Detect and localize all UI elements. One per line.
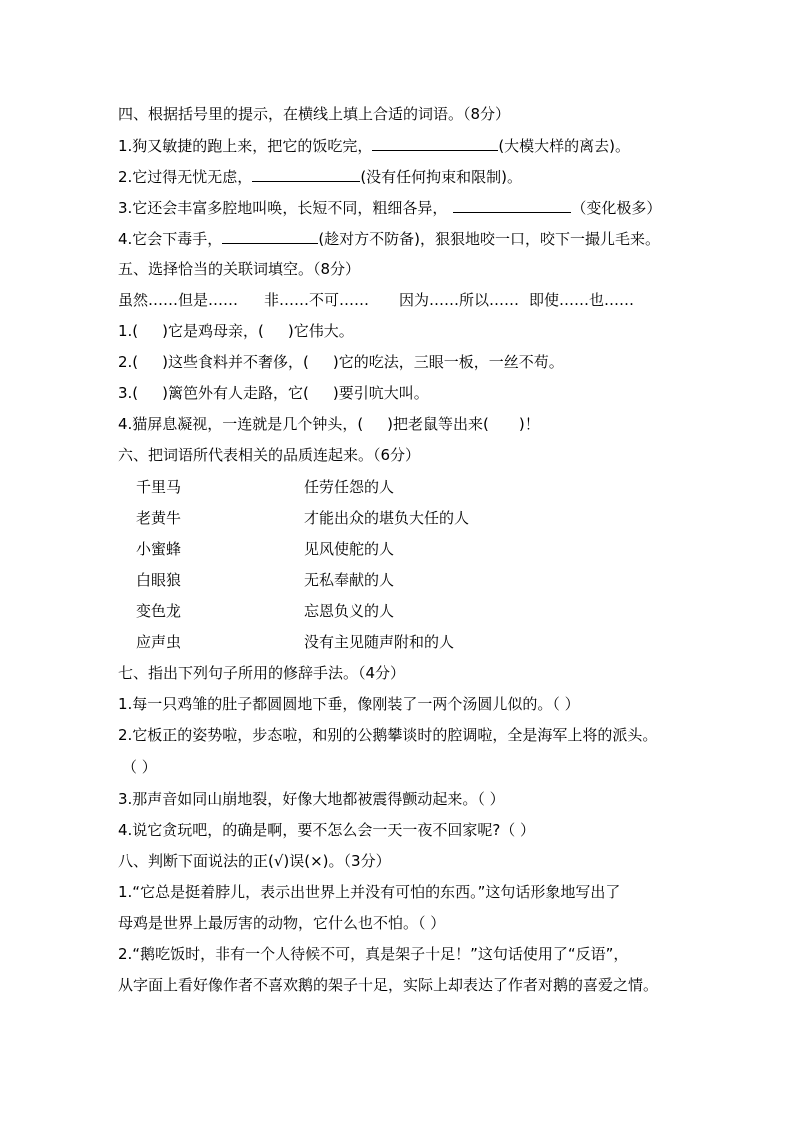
s4-question-4 [118,228,660,249]
s8-question-1-line-1: 1.“它总是挺着脖儿，表示出世界上并没有可怕的东西。”这句话形象地写出了 [118,883,621,901]
s4-question-1 [118,135,630,156]
s4-question-2 [118,166,522,187]
s5-option-3: 因为……所以…… [399,291,520,309]
s6-right-item[interactable]: 没有主见随声附和的人 [304,633,455,651]
s5-q1-part: 1.( [118,322,139,340]
s6-right-item[interactable]: 无私奉献的人 [304,571,395,589]
s5-question-4 [118,414,540,434]
s6-left-item[interactable]: 变色龙 [136,602,182,620]
section-4-title: 四、根据括号里的提示，在横线上填上合适的词语。（8分） [118,105,511,123]
section-8-title: 八、判断下面说法的正(√)误(×)。（3分） [118,852,391,870]
s5-q1-part: )它伟大。 [287,322,354,340]
s5-options [118,290,634,310]
s7-question-2: 2.它板正的姿势啦，步态啦，和别的公鹅攀谈时的腔调啦，全是海军上将的派头。 [118,726,658,744]
s5-q3-part: )要引吭大叫。 [332,384,429,402]
s5-q2-part: )这些食料并不奢侈，( [162,353,309,371]
s5-q2-part: 2.( [118,353,139,371]
s5-q2-part: )它的吃法，三眼一板，一丝不苟。 [332,353,564,371]
s6-right-item[interactable]: 才能出众的堪负大任的人 [304,509,470,527]
s4-q2-text: 2.它过得无忧无虑， [118,168,253,186]
s8-question-1-line-2: 母鸡是世界上最厉害的动物，它什么也不怕。（ ） [118,914,446,932]
section-6-title: 六、把词语所代表相关的品质连起来。（6分） [118,446,421,464]
s6-left-item[interactable]: 白眼狼 [136,571,182,589]
s4-q1-blank[interactable] [372,135,498,151]
section-7-title: 七、指出下列句子所用的修辞手法。（4分） [118,664,406,682]
s4-q3-hint: （变化极多） [571,199,662,217]
s5-option-4: 即使……也…… [529,291,635,309]
s6-left-item[interactable]: 老黄牛 [136,509,182,527]
s5-option-1: 虽然……但是…… [118,291,239,309]
s4-q1-text: 1.狗又敏捷的跑上来，把它的饭吃完， [118,137,373,155]
s7-question-1: 1.每一只鸡雏的肚子都圆圆地下垂，像刚装了一两个汤圆儿似的。（ ） [118,695,580,713]
s5-q4-part: )！ [518,415,540,433]
s5-q1-part: )它是鸡母亲，( [162,322,264,340]
s7-question-4: 4.说它贪玩吧，的确是啊，要不怎么会一天一夜不回家呢?（ ） [118,821,536,839]
s5-question-1 [118,321,354,341]
s8-question-2-line-2: 从字面上看好像作者不喜欢鹅的架子十足，实际上却表达了作者对鹅的喜爱之情。 [118,976,659,994]
s4-question-3 [118,197,661,218]
s5-option-2: 非……不可…… [264,291,370,309]
s4-q3-text: 3.它还会丰富多腔地叫唤，长短不同，粗细各异， [118,199,448,217]
s7-question-3: 3.那声音如同山崩地裂，好像大地都被震得颤动起来。（ ） [118,790,505,808]
s4-q2-hint: (没有任何拘束和限制)。 [360,168,523,186]
s5-question-3 [118,383,429,403]
s4-q4-blank[interactable] [222,228,318,244]
s8-question-2-line-1: 2.“鹅吃饭时，非有一个人待候不可，真是架子十足！”这句话使用了“反语”， [118,945,629,963]
s6-left-item[interactable]: 小蜜蜂 [136,540,182,558]
s5-q4-part: )把老鼠等出来( [387,415,489,433]
s4-q4-text: 4.它会下毒手， [118,230,223,248]
s6-right-item[interactable]: 见风使舵的人 [304,540,395,558]
s5-q3-part: )篱笆外有人走路，它( [162,384,309,402]
s5-question-2 [118,352,564,372]
s6-right-item[interactable]: 忘恩负义的人 [304,602,395,620]
s4-q2-blank[interactable] [252,166,360,182]
s5-q4-part: 4.猫屏息凝视，一连就是几个钟头，( [118,415,364,433]
s7-question-2-answer[interactable]: （ ） [122,758,157,776]
s6-left-item[interactable]: 千里马 [136,478,182,496]
s4-q3-blank[interactable] [453,197,571,213]
s4-q1-hint: (大模大样的离去)。 [498,137,631,155]
s4-q4-hint: (趁对方不防备)，狠狠地咬一口，咬下一撮儿毛来。 [318,230,661,248]
section-5-title: 五、选择恰当的关联词填空。（8分） [118,260,361,278]
s5-q3-part: 3.( [118,384,139,402]
s6-right-item[interactable]: 任劳任怨的人 [304,478,395,496]
s6-left-item[interactable]: 应声虫 [136,633,182,651]
